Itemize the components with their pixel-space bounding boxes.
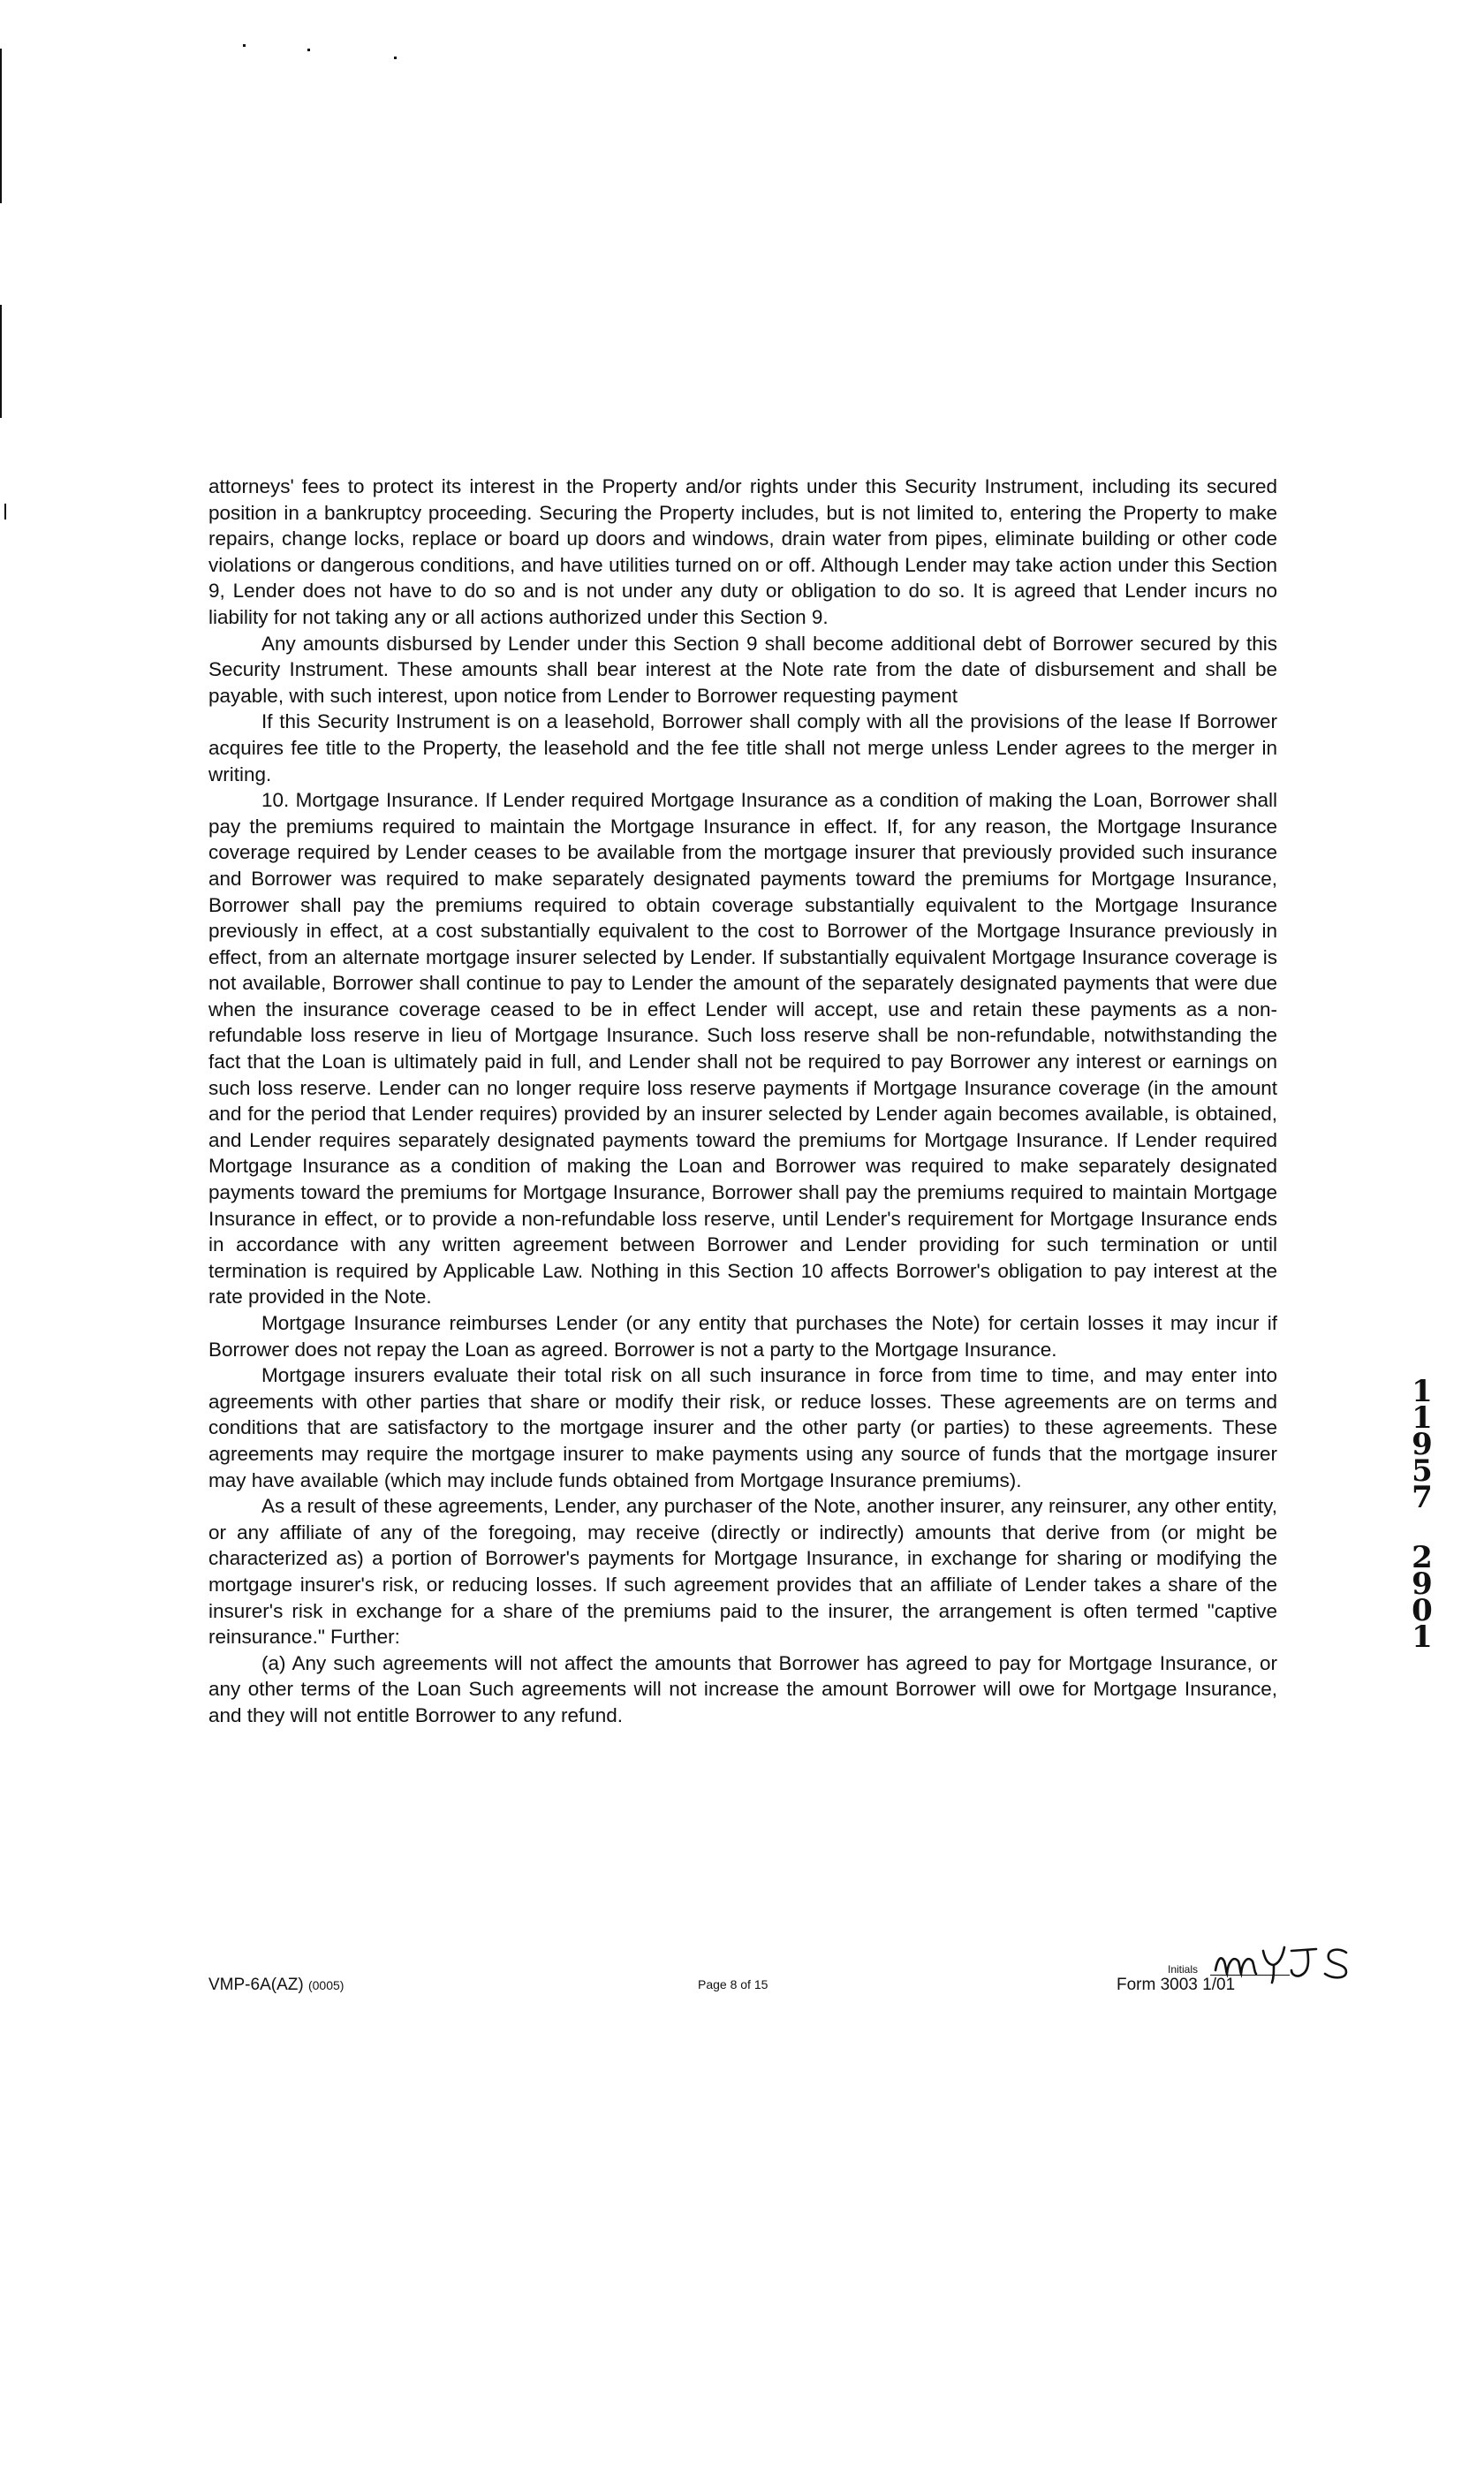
scan-mark-dot (394, 57, 397, 59)
paragraph-mi-reimburses: Mortgage Insurance reimburses Lender (or any entity that purchases the Note) for certain losses it may incur if Borrower does not repay the Loan as agreed. Borrower is not a party to the Mortgage Insurance. (208, 1312, 1277, 1361)
scan-mark-dot (307, 49, 310, 51)
recording-digit: 1 (1412, 1619, 1433, 1655)
recording-number (1404, 1374, 1440, 1655)
paragraph-item-a: (a) Any such agreements will not affect the amounts that Borrower has agreed to pay for Mortgage Insurance, or any other terms of the Loan Such agreements will not increase the amount Borrower will owe for Mortgage Insurance, and they will not entitle Borrower to any refund. (208, 1651, 1277, 1726)
footer-form-number: Form 3003 1/01 (1117, 1976, 1236, 1994)
scan-mark-dot (243, 44, 246, 47)
recording-digit: 5 (1412, 1453, 1433, 1489)
recording-digit: 1 (1412, 1400, 1433, 1436)
scan-edge-line (0, 305, 2, 418)
recording-digit: 7 (1412, 1480, 1433, 1515)
recording-digit: 2 (1412, 1540, 1433, 1575)
paragraph-leasehold: If this Security Instrument is on a leasehold, Borrower shall comply with all the provisions of the lease If Borrower acquires fee title to the Property, the leasehold and the fee title shall not merge unless Lender agrees to the merger in writing. (208, 710, 1277, 785)
scan-edge-line (4, 504, 6, 520)
initials-label: Initials (1168, 1963, 1199, 1976)
recording-digit: 9 (1412, 1427, 1433, 1462)
paragraph-attorneys-fees: attorneys' fees to protect its interest in the Property and/or rights under this Security Instrument, including its secured position in a bankruptcy proceeding. Securing the Property includes, but is not limited to, entering the Property to make repairs, change locks, replace or board up doors and windows, drain water from pipes, eliminate building or other code violations or dangerous conditions, and have utilities turned on or off. Although Lender may take action under this Section 9, Lender does not have to do so and is not under any duty or obligation to do so. It is agreed that Lender incurs no liability for not taking any or all actions authorized under this Section 9. (208, 475, 1277, 628)
footer-form-code (208, 1976, 344, 1995)
recording-digit: 9 (1412, 1566, 1433, 1602)
body-text (208, 474, 1277, 1729)
footer-page-label: Page 8 of 15 (698, 1977, 768, 1991)
form-code: VMP-6A(AZ) (208, 1976, 304, 1994)
form-code-suffix: (0005) (307, 1978, 344, 1992)
paragraph-agreements-result: As a result of these agreements, Lender, any purchaser of the Note, another insurer, any reinsurer, any other entity, or any affiliate of any of the foregoing, may receive (directly or indirectly) amounts that derive from (or might be characterized as) a portion of Borrower's payments for Mortgage Insurance, in exchange for sharing or modifying the mortgage insurer's risk, or reducing losses. If such agreement provides that an affiliate of Lender takes a share of the insurer's risk in exchange for a share of the premiums paid to the insurer, the arrangement is often termed "captive reinsurance." Further: (208, 1495, 1277, 1649)
paragraph-mortgage-insurance: 10. Mortgage Insurance. If Lender required Mortgage Insurance as a condition of making the Loan, Borrower shall pay the premiums required to maintain the Mortgage Insurance in effect. If, for any reason, the Mortgage Insurance coverage required by Lender ceases to be available from the mortgage insurer that previously provided such insurance and Borrower was required to make separately designated payments toward the premiums for Mortgage Insurance, Borrower shall pay the premiums required to obtain coverage substantially equivalent to the Mortgage Insurance previously in effect, at a cost substantially equivalent to the cost to Borrower of the Mortgage Insurance previously in effect, from an alternate mortgage insurer selected by Lender. If substantially equivalent Mortgage Insurance coverage is not available, Borrower shall continue to pay to Lender the amount of the separately designated payments that were due when the insurance coverage ceased to be in effect Lender will accept, use and retain these payments as a non-refundable loss reserve in lieu of Mortgage Insurance. Such loss reserve shall be non-refundable, notwithstanding the fact that the Loan is ultimately paid in full, and Lender shall not be required to pay Borrower any interest or earnings on such loss reserve. Lender can no longer require loss reserve payments if Mortgage Insurance coverage (in the amount and for the period that Lender requires) provided by an insurer selected by Lender again becomes available, is obtained, and Lender requires separately designated payments toward the premiums for Mortgage Insurance. If Lender required Mortgage Insurance as a condition of making the Loan and Borrower was required to make separately designated payments toward the premiums for Mortgage Insurance, Borrower shall pay the premiums required to maintain Mortgage Insurance in effect, or to provide a non-refundable loss reserve, until Lender's requirement for Mortgage Insurance ends in accordance with any written agreement between Borrower and Lender providing for such termination or until termination is required by Applicable Law. Nothing in this Section 10 affects Borrower's obligation to pay interest at the rate provided in the Note. (208, 789, 1277, 1308)
paragraph-amounts-disbursed: Any amounts disbursed by Lender under this Section 9 shall become additional debt of Borrower secured by this Security Instrument. These amounts shall bear interest at the Note rate from the date of disbursement and shall be payable, with such interest, upon notice from Lender to Borrower requesting payment (208, 632, 1277, 707)
scan-edge-line (0, 49, 2, 203)
initials-signature (1212, 1924, 1380, 1986)
recording-digit: 1 (1412, 1374, 1433, 1409)
recording-digit: 0 (1412, 1593, 1433, 1628)
paragraph-mi-insurers: Mortgage insurers evaluate their total risk on all such insurance in force from time to time, and may enter into agreements with other parties that share or modify their risk, or reduce losses. These agreements are on terms and conditions that are satisfactory to the mortgage insurer and the other party (or parties) to these agreements. These agreements may require the mortgage insurer to make payments using any source of funds that the mortgage insurer may have available (which may include funds obtained from Mortgage Insurance premiums). (208, 1364, 1277, 1491)
